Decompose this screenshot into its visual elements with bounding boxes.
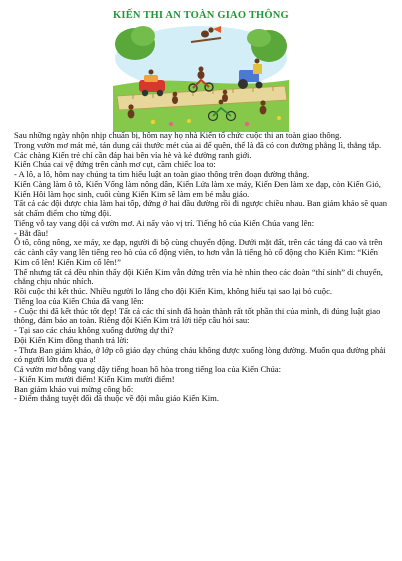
story-title: KIẾN THI AN TOÀN GIAO THÔNG [113,10,289,21]
story-paragraph: Tất cả các đội được chia làm hai tốp, đứng ở hai đầu đường rồi đi ngược chiều nhau. Ban giám khảo sẽ quan sát chấm điểm cho từng đội. [14,198,388,218]
story-paragraph: - Thưa Ban giám khảo, ở lớp cô giáo dạy chúng cháu không được xuống lòng đường. Muốn qua đường phải có người lớn đưa qua ạ! [14,344,386,365]
ants-traffic-illustration [113,24,289,132]
story-paragraph: - Cuộc thi đã kết thúc tốt đẹp! Tất cả các thí sinh đã hoàn thành rất tốt phần thi của mình, đi đúng luật giao thông, đảm bảo an toàn. Riêng đội Kiến Kim trả lời tiếp câu hỏi sau: [14,305,381,326]
story-paragraph: - A lô, a lô, hôm nay chúng ta tìm hiểu luật an toàn giao thông trên đoạn đường thẳng. [14,169,310,179]
story-paragraph: Sau những ngày nhộn nhịp chuẩn bị, hôm nay họ nhà Kiến tổ chức cuộc thi an toàn giao thông. [14,130,342,140]
story-paragraph: - Điểm thắng tuyệt đối đã thuộc về đội mẫu giáo Kiến Kim. [14,393,220,404]
story-paragraph: - Bắt đầu! [14,227,49,238]
story-paragraph: Cả vườn mơ bỗng vang dậy tiếng hoan hô hòa trong tiếng loa của Kiến Chúa: [14,364,281,374]
story-paragraph: Đội Kiến Kim đồng thanh trả lời: [14,334,129,345]
story-body [14,131,392,404]
story-paragraph: - Tại sao các cháu không xuống đường dự thi? [14,325,174,335]
story-paragraph: Tiếng loa của Kiến Chúa đã vang lên: [14,295,144,306]
story-paragraph: Kiến Càng làm ô tô, Kiến Vống làm nông dân, Kiến Lửa làm xe máy, Kiến Đen làm xe đạp, còn Kiến Gió, Kiến Hôi làm học sinh, cuối cùng Kiến Kim sẽ làm em bé mẫu giáo. [14,178,381,199]
story-paragraph: Ô tô, công nông, xe máy, xe đạp, người đi bộ cùng chuyển động. Dưới mặt đất, trên các tảng đá cao và trên các cành cây vang lên tiếng reo hò của cổ động viên, to hơn vẫn là tiếng hò cổ động cho Kiến Kim: “Kiến Kim cố lên! Kiến Kim cố lên!” [14,237,383,267]
story-paragraph: Ban giám khảo vui mừng công bố: [14,383,134,394]
story-paragraph: Tiếng vỗ tay vang dội cả vườn mơ. Ai nấy vào vị trí. Tiếng hô của Kiến Chúa vang lên: [14,217,315,228]
story-paragraph: - Kiến Kim mười điểm! Kiến Kim mười điểm! [14,373,175,384]
story-paragraph: Thế nhưng tất cả đều nhìn thấy đội Kiến Kim vẫn đứng trên vỉa hè nhìn theo các đoàn “thí sinh” di chuyển, chẳng chịu nhúc nhích. [14,266,383,287]
story-paragraph: Kiến Chúa cai vệ đứng trên cành mơ cụt, cầm chiếc loa to: [14,159,216,170]
story-paragraph: Rồi cuộc thi kết thúc. Nhiều người lo lắng cho đội Kiến Kim, không hiểu tại sao lại bỏ cuộc. [14,286,333,296]
story-paragraph: Trong vườn mơ mát mẻ, tán dung cái thước mét của ai để quên, thế là đã có con đường phẳng lì, thẳng tắp. Các chàng Kiến trẻ chỉ cần đáp hai bên vỉa hè và kẻ đường ranh giới. [14,139,382,160]
